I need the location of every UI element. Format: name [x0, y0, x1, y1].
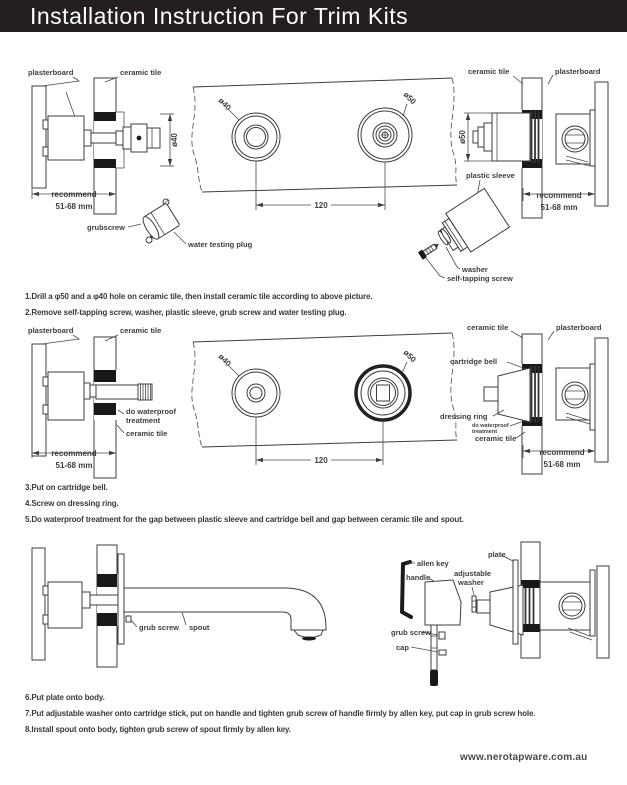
valve-body — [556, 364, 595, 430]
allen-key — [402, 562, 411, 617]
diagram-step2-wall-section-right — [438, 318, 627, 476]
instruction-step-7: 7.Put adjustable washer onto cartridge stick, put on handle and tighten grub screw of handle firmly by allen key, put cap in grub screw hole. — [25, 709, 536, 718]
diagram-step3-spout-section — [22, 540, 352, 690]
label-adjustable-washer-1: adjustable — [454, 569, 492, 578]
label-plasterboard: plasterboard — [28, 326, 74, 335]
water-testing-plug — [140, 203, 180, 241]
label-recommend-range: 51-68 mm — [55, 461, 93, 470]
diagram-step2-wall-section-left — [22, 322, 182, 478]
title-bar — [0, 0, 627, 32]
leader-line — [42, 335, 79, 344]
label-adjustable-washer-2: washer — [458, 578, 484, 587]
label-120: 120 — [314, 201, 328, 210]
label-washer: washer — [462, 265, 488, 274]
label-dia40: ø40 — [170, 133, 179, 147]
tile-panel-outline — [192, 333, 457, 447]
label-grub-screw: grub screw — [139, 623, 180, 632]
label-water-testing-plug: water testing plug — [188, 240, 253, 249]
leader-line — [426, 258, 445, 278]
body-assembly — [477, 542, 609, 658]
hole-dia40 — [232, 369, 280, 417]
website-url: www.nerotapware.com.au — [460, 752, 588, 763]
leader-line — [228, 109, 239, 120]
hole-dia50 — [358, 108, 412, 162]
label-ceramic-tile-lower: ceramic tile — [126, 429, 168, 438]
leader-line — [403, 104, 407, 116]
leader-line — [128, 224, 141, 227]
diagram-step2-tile-front — [170, 328, 460, 473]
hole-dia40 — [232, 113, 280, 161]
spout-installed — [124, 588, 326, 641]
page-title: Installation Instruction For Trim Kits — [30, 2, 409, 29]
instruction-step-5: 5.Do waterproof treatment for the gap between plastic sleeve and cartridge bell and gap between ceramic tile and spout. — [25, 515, 464, 524]
label-dressing-ring: dressing ring — [440, 412, 488, 421]
label-dia50: ø50 — [401, 348, 418, 365]
cartridge-bell-installed — [484, 366, 539, 422]
label-recommend-range: 51-68 mm — [540, 203, 578, 212]
self-tapping-screw-part — [418, 240, 441, 260]
label-plasterboard: plasterboard — [28, 68, 74, 77]
label-recommend: recommend — [539, 448, 585, 457]
label-self-tapping-screw: self-tapping screw — [447, 274, 513, 283]
label-plasterboard: plasterboard — [556, 323, 602, 332]
dim-recommend — [523, 445, 595, 469]
label-ceramic-tile: ceramic tile — [467, 323, 509, 332]
label-ceramic-tile-lower: ceramic tile — [475, 434, 517, 443]
dim-120 — [256, 417, 383, 465]
leader-line — [174, 232, 186, 244]
label-dia40: ø40 — [216, 96, 233, 113]
plastic-sleeve-installed — [473, 111, 539, 163]
label-do-waterproof-2: treatment — [126, 416, 161, 425]
instruction-step-3: 3.Put on cartridge bell. — [25, 483, 108, 492]
label-spout: spout — [189, 623, 210, 632]
label-ceramic-tile: ceramic tile — [468, 67, 510, 76]
leader-line — [472, 587, 474, 595]
label-do-waterproof-1: do waterproof — [472, 423, 509, 429]
detail-water-testing-plug — [85, 196, 265, 264]
label-dia50: ø50 — [458, 130, 467, 144]
label-plasterboard: plasterboard — [555, 67, 601, 76]
label-cap: cap — [396, 643, 409, 652]
label-recommend: recommend — [51, 190, 97, 199]
label-do-waterproof-2: treatment — [472, 429, 498, 435]
adjustable-washer-part — [472, 596, 476, 612]
instruction-step-6: 6.Put plate onto body. — [25, 693, 105, 702]
label-recommend: recommend — [536, 191, 582, 200]
leader-line — [516, 432, 525, 438]
dim-120 — [256, 161, 385, 210]
valve-body — [556, 110, 595, 166]
leader-line — [117, 425, 124, 433]
label-plate: plate — [488, 550, 506, 559]
leader-line — [42, 77, 79, 86]
label-ceramic-tile: ceramic tile — [120, 68, 162, 77]
label-recommend: recommend — [51, 449, 97, 458]
grub-screw — [126, 616, 131, 622]
label-grubscrew: grubscrew — [87, 223, 125, 232]
detail-plastic-sleeve — [400, 166, 570, 294]
label-dia40: ø40 — [216, 352, 233, 369]
instruction-step-1: 1.Drill a φ50 and a φ40 hole on ceramic tile, then install ceramic tile according to above picture. — [25, 292, 373, 301]
label-recommend-range: 51-68 mm — [55, 202, 93, 211]
plate-installed — [118, 554, 124, 644]
leader-line — [548, 75, 553, 84]
hole-dia50-cartridge — [356, 366, 410, 420]
leader-line — [182, 612, 186, 625]
instruction-step-8: 8.Install spout onto body, tighten grub screw of spout firmly by allen key. — [25, 725, 291, 734]
instruction-step-2: 2.Remove self-tapping screw, washer, plastic sleeve, grub screw and water testing plug. — [25, 308, 347, 317]
instruction-step-4: 4.Screw on dressing ring. — [25, 499, 119, 508]
plastic-sleeve-part — [434, 188, 509, 259]
label-allen-key: allen key — [417, 559, 449, 568]
label-grub-screw: grub screw — [391, 628, 432, 637]
label-ceramic-tile: ceramic tile — [120, 326, 162, 335]
leader-line — [511, 331, 523, 338]
leader-line — [131, 620, 137, 627]
label-dia50: ø50 — [401, 90, 418, 107]
dim-recommend — [32, 448, 116, 470]
label-do-waterproof-1: do waterproof — [126, 407, 176, 416]
leader-line — [66, 92, 75, 117]
leader-line — [402, 362, 407, 373]
leader-line — [228, 365, 239, 376]
label-recommend-range: 51-68 mm — [543, 460, 581, 469]
label-handle: handle — [406, 573, 431, 582]
label-cartridge-bell: cartridge bell — [450, 357, 498, 366]
diagram-step3-handle-exploded — [378, 540, 627, 690]
leader-line — [548, 331, 554, 340]
label-plastic-sleeve: plastic sleeve — [466, 171, 515, 180]
label-120: 120 — [314, 456, 328, 465]
